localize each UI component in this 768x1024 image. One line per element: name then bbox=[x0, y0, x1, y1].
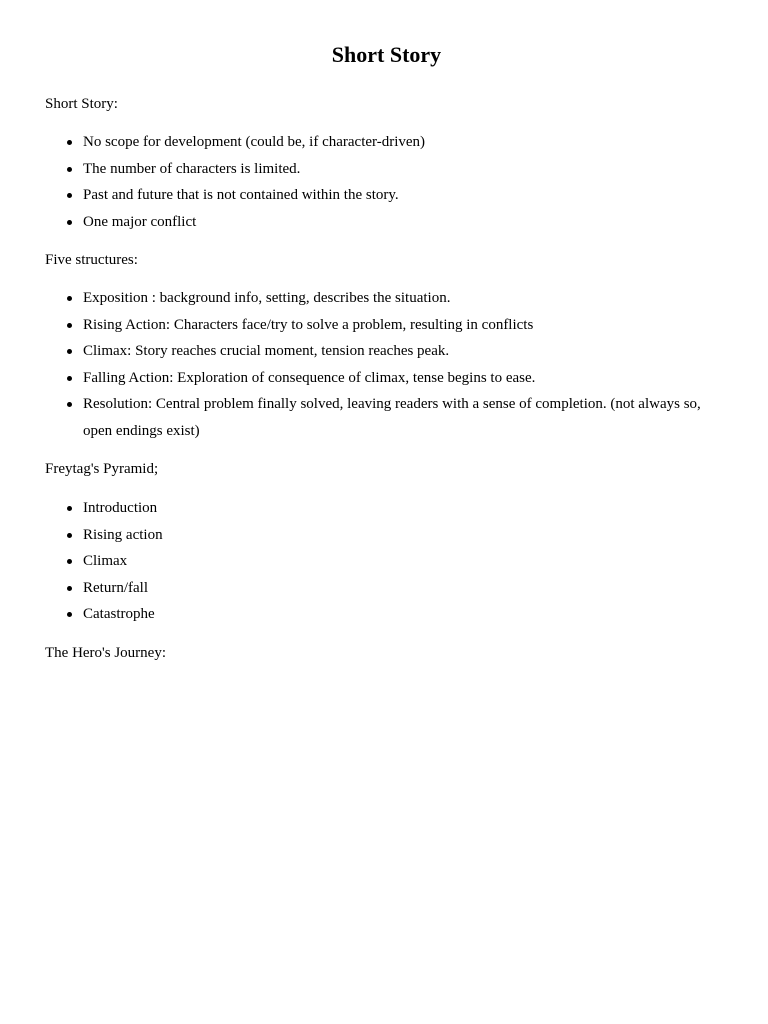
five-structures-list bbox=[45, 285, 728, 444]
section-heading-five-structures: Five structures: bbox=[45, 252, 138, 268]
section-heading-freytags-pyramid: Freytag's Pyramid; bbox=[45, 461, 159, 477]
list-item: One major conflict bbox=[83, 209, 728, 236]
list-item: Falling Action: Exploration of consequence of climax, tense begins to ease. bbox=[83, 365, 728, 392]
list-item: Catastrophe bbox=[83, 601, 728, 628]
list-item: Rising Action: Characters face/try to solve a problem, resulting in conflicts bbox=[83, 312, 728, 339]
list-item: Climax bbox=[83, 548, 728, 575]
list-item: Rising action bbox=[83, 522, 728, 549]
list-item: No scope for development (could be, if character-driven) bbox=[83, 129, 728, 156]
section-heading-heros-journey: The Hero's Journey: bbox=[45, 644, 167, 661]
list-item: Exposition : background info, setting, describes the situation. bbox=[83, 285, 728, 312]
short-story-list bbox=[45, 129, 728, 235]
list-item: Return/fall bbox=[83, 575, 728, 602]
section-heading-short-story: Short Story: bbox=[45, 96, 118, 112]
list-item: Past and future that is not contained within the story. bbox=[83, 182, 728, 209]
page-title: Short Story bbox=[331, 42, 442, 67]
list-item: Climax: Story reaches crucial moment, tension reaches peak. bbox=[83, 338, 728, 365]
list-item: Introduction bbox=[83, 495, 728, 522]
list-item: Resolution: Central problem finally solved, leaving readers with a sense of completion. (not always so, open endings exist) bbox=[83, 391, 728, 444]
freytags-pyramid-list bbox=[45, 495, 728, 628]
list-item: The number of characters is limited. bbox=[83, 156, 728, 183]
